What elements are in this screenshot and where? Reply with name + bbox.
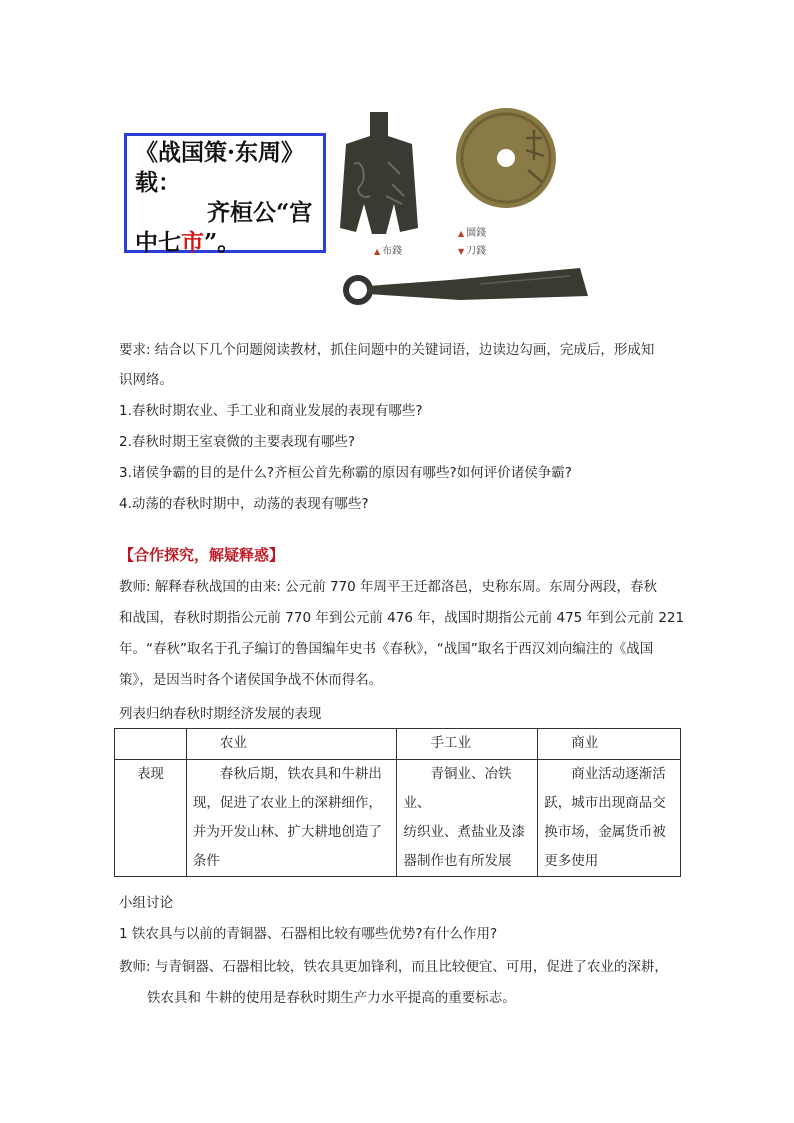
discussion-question-1: 1 铁农具与以前的青铜器、石器相比较有哪些优势?有什么作用? — [119, 926, 498, 942]
round-coin-image — [456, 108, 556, 208]
question-1: 1.春秋时期农业、手工业和商业发展的表现有哪些? — [119, 403, 423, 419]
table-header-agriculture: 农业 — [186, 729, 397, 760]
discussion-title: 小组讨论 — [119, 895, 173, 911]
section-title: 【合作探究，解疑释惑】 — [119, 546, 285, 564]
table-cell-handicraft: 青铜业、冶铁业、 纺织业、煮盐业及漆 器制作也有所发展 — [397, 760, 538, 877]
table-cell-agriculture: 春秋后期，铁农具和牛耕出 现，促进了农业上的深耕细作， 并为开发山林、扩大耕地创造了 条件 — [186, 760, 397, 877]
teacher-intro-line-3: 年。“春秋”取名于孔子编订的鲁国编年史书《春秋》，“战国”取名于西汉刘向编注的《战国 — [119, 641, 654, 657]
teacher-intro-line-1: 教师: 解释春秋战国的由来: 公元前 770 年周平王迁都洛邑，史称东周。东周分两段，春秋 — [119, 579, 658, 595]
requirement-line-2: 识网络。 — [119, 372, 173, 388]
quote-line-1: 《战国策·东周》 — [135, 139, 305, 166]
arrow-up-icon: ▲ — [374, 247, 381, 256]
spade-coin-image — [340, 112, 418, 234]
quote-box — [124, 133, 326, 256]
discussion-answer-line-2: 铁农具和 牛耕的使用是春秋时期生产力水平提高的重要标志。 — [147, 990, 516, 1006]
teacher-intro-line-4: 策》，是因当时各个诸侯国争战不休而得名。 — [119, 672, 383, 688]
caption-dao-qian: ▼ 刀錢 — [458, 246, 487, 257]
knife-coin-image — [346, 268, 588, 302]
table-header-row — [115, 729, 681, 760]
quote-line-3: 齐桓公“宫 — [207, 199, 313, 226]
quote-highlight-shi: 市 — [181, 229, 204, 256]
quote-line-4 — [135, 228, 315, 258]
table-cell-commerce: 商业活动逐渐活 跃，城市出现商品交 换市场，金属货币被 更多使用 — [538, 760, 681, 877]
teacher-intro-line-2: 和战国，春秋时期指公元前 770 年到公元前 476 年，战国时期指公元前 475 年到公元前 221 — [119, 610, 685, 626]
table-row — [115, 760, 681, 877]
table-caption: 列表归纳春秋时期经济发展的表现 — [119, 706, 322, 722]
table-row-label: 表现 — [115, 760, 187, 877]
caption-yuan-qian: ▲ 圜錢 — [458, 228, 487, 239]
question-2: 2.春秋时期王室衰微的主要表现有哪些? — [119, 434, 356, 450]
discussion-answer-line-1: 教师: 与青铜器、石器相比较，铁农具更加锋利，而且比较便宜、可用，促进了农业的深耕， — [119, 959, 668, 975]
quote-line-2: 载： — [135, 169, 181, 196]
requirement-line-1: 要求: 结合以下几个问题阅读教材，抓住问题中的关键词语，边读边勾画，完成后，形成知 — [119, 342, 655, 358]
quote-line-4-b: ”。 — [204, 229, 241, 256]
quote-line-4-a: 中七 — [135, 229, 181, 256]
table-header-commerce: 商业 — [538, 729, 681, 760]
table-header-handicraft: 手工业 — [397, 729, 538, 760]
question-4: 4.动荡的春秋时期中，动荡的表现有哪些? — [119, 496, 369, 512]
arrow-up-icon: ▲ — [458, 229, 465, 238]
table-header-empty — [115, 729, 187, 760]
question-3: 3.诸侯争霸的目的是什么?齐桓公首先称霸的原因有哪些?如何评价诸侯争霸? — [119, 465, 572, 481]
economy-table — [114, 728, 681, 877]
caption-bu-qian: ▲ 布錢 — [374, 246, 403, 257]
ancient-coins-image — [330, 100, 600, 325]
ancient-coins-figure — [330, 100, 600, 325]
arrow-down-icon: ▼ — [458, 247, 465, 256]
